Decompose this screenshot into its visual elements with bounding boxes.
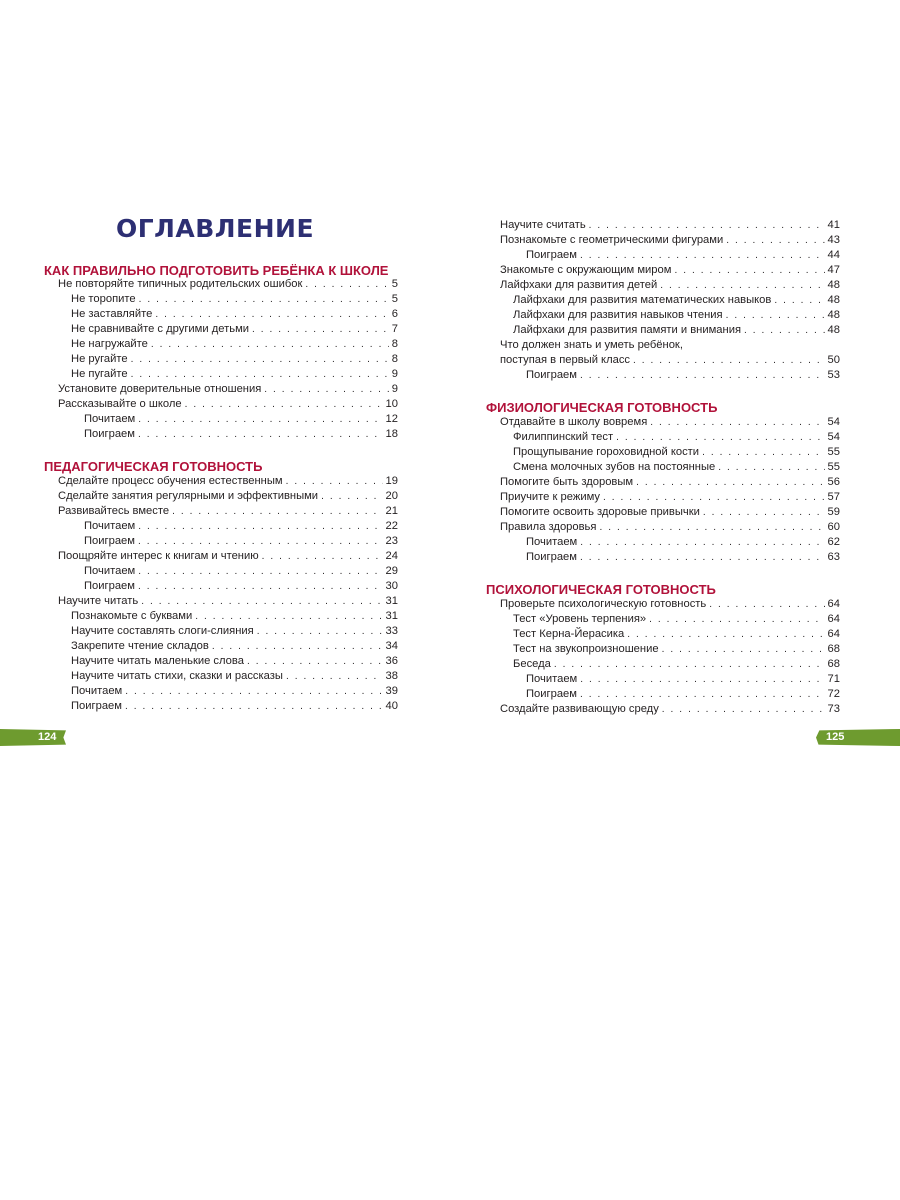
toc-entry[interactable] [513,323,840,338]
toc-entry-page: 9 [391,368,398,380]
toc-entry[interactable] [500,702,840,717]
toc-entry-page: 10 [385,398,398,410]
toc-entry-page: 62 [827,536,840,548]
toc-entry-page: 30 [385,580,398,592]
toc-entry[interactable] [513,445,840,460]
toc-entry[interactable] [500,353,840,368]
toc-entry-page: 68 [827,643,840,655]
toc-leader-dots [125,684,382,699]
page-title: ОГЛАВЛЕНИЕ [115,214,315,243]
toc-entry-label: Поиграем [526,688,577,700]
toc-entry-page: 31 [385,595,398,607]
toc-leader-dots [138,564,382,579]
toc-entry[interactable] [71,624,398,639]
toc-entry-page: 71 [827,673,840,685]
toc-entry-label: Приучите к режиму [500,491,600,503]
section-heading[interactable]: ПСИХОЛОГИЧЕСКАЯ ГОТОВНОСТЬ [486,582,716,597]
toc-entry-page: 55 [827,446,840,458]
toc-entry-page: 50 [827,354,840,366]
toc-leader-dots [139,292,389,307]
toc-entry-label: Научите составлять слоги-слияния [71,625,254,637]
toc-entry[interactable] [500,218,840,233]
toc-entry-page: 64 [827,628,840,640]
toc-entry[interactable] [58,382,398,397]
toc-entry-page: 72 [827,688,840,700]
toc-entry[interactable] [71,669,398,684]
toc-entry-page: 48 [827,294,840,306]
toc-entry-page: 7 [391,323,398,335]
toc-leader-dots [627,627,824,642]
toc-entry[interactable] [513,612,840,627]
toc-entry-label: Не нагружайте [71,338,148,350]
toc-entry-page: 54 [827,431,840,443]
toc-leader-dots [589,218,825,233]
toc-entry[interactable] [58,474,398,489]
toc-entry-label: Познакомьте с геометрическими фигурами [500,234,724,246]
toc-entry-page: 29 [385,565,398,577]
toc-entry-page: 48 [827,309,840,321]
toc-entry-page: 47 [827,264,840,276]
toc-entry[interactable] [71,654,398,669]
toc-entry-page: 43 [827,234,840,246]
toc-entry-label: Почитаем [84,413,136,425]
toc-entry-label: Отдавайте в школу вовремя [500,416,648,428]
toc-leader-dots [650,415,824,430]
toc-entry-page: 5 [391,293,398,305]
toc-entry-page: 44 [827,249,840,261]
toc-entry-label: Почитаем [84,565,136,577]
toc-entry[interactable] [84,427,398,442]
toc-leader-dots [138,412,382,427]
toc-entry-label: Развивайтесь вместе [58,505,170,517]
toc-entry-label: Филиппинский тест [513,431,614,443]
toc-entry-label: Тест «Уровень терпения» [513,613,647,625]
toc-entry-page: 54 [827,416,840,428]
toc-entry[interactable] [526,535,840,550]
toc-leader-dots [580,672,824,687]
toc-leader-dots [726,233,824,248]
toc-leader-dots [195,609,382,624]
toc-entry[interactable] [500,278,840,293]
toc-entry-label: Создайте развивающую среду [500,703,659,715]
toc-entry-page: 6 [391,308,398,320]
toc-entry-label: Познакомьте с буквами [71,610,193,622]
toc-entry[interactable] [71,699,398,714]
toc-entry[interactable] [500,475,840,490]
toc-leader-dots [744,323,825,338]
toc-leader-dots [649,612,824,627]
toc-entry-label: Тест на звукопроизношение [513,643,659,655]
toc-entry[interactable] [84,412,398,427]
toc-entry-page: 31 [385,610,398,622]
toc-entry[interactable] [513,657,840,672]
toc-entry[interactable] [71,352,398,367]
toc-entry[interactable] [58,549,398,564]
toc-entry-label: Почитаем [71,685,123,697]
toc-entry[interactable] [526,368,840,383]
toc-leader-dots [305,277,388,292]
toc-entry-page: 40 [385,700,398,712]
toc-leader-dots [662,702,825,717]
toc-entry-label: Правила здоровья [500,521,597,533]
toc-entry-label: Знакомьте с окружающим миром [500,264,672,276]
toc-leader-dots [247,654,383,669]
toc-entry-page: 38 [385,670,398,682]
toc-leader-dots [141,594,382,609]
toc-entry-label: Поиграем [84,580,135,592]
toc-entry-label: Смена молочных зубов на постоянные [513,461,716,473]
toc-entry-page: 33 [385,625,398,637]
toc-entry[interactable] [71,684,398,699]
toc-entry[interactable] [513,308,840,323]
toc-entry[interactable] [526,672,840,687]
toc-entry-page: 73 [827,703,840,715]
toc-entry-label: Поиграем [84,535,135,547]
toc-entry-label: Рассказывайте о школе [58,398,182,410]
toc-entry-page: 56 [827,476,840,488]
toc-entry[interactable] [71,367,398,382]
section-heading[interactable]: ФИЗИОЛОГИЧЕСКАЯ ГОТОВНОСТЬ [486,400,718,415]
toc-entry-label: Поощряйте интерес к книгам и чтению [58,550,259,562]
toc-leader-dots [125,699,383,714]
toc-entry[interactable] [526,687,840,702]
toc-entry-label: Беседа [513,658,551,670]
toc-entry[interactable] [500,233,840,248]
toc-entry[interactable] [513,293,840,308]
toc-entry-label: Прощупывание гороховидной кости [513,446,700,458]
toc-entry[interactable] [58,397,398,412]
toc-leader-dots [138,427,383,442]
toc-entry-page: 55 [827,461,840,473]
toc-entry-label: Поиграем [526,249,577,261]
toc-leader-dots [709,597,824,612]
toc-entry-page: 12 [385,413,398,425]
toc-leader-dots [703,505,825,520]
toc-leader-dots [185,397,383,412]
toc-leader-dots [660,278,824,293]
toc-entry[interactable] [84,519,398,534]
toc-leader-dots [580,687,825,702]
toc-leader-dots [286,474,383,489]
toc-leader-dots [674,263,824,278]
toc-entry-label: Лайфхаки для развития детей [500,279,658,291]
toc-leader-dots [262,549,383,564]
toc-entry[interactable] [84,579,398,594]
toc-entry-label: Поиграем [526,551,577,563]
toc-leader-dots [252,322,389,337]
toc-leader-dots [138,534,383,549]
toc-entry-label: Закрепите чтение складов [71,640,209,652]
toc-leader-dots [636,475,824,490]
toc-leader-dots [172,504,382,519]
toc-leader-dots [321,489,382,504]
toc-entry-label: Поиграем [526,369,577,381]
toc-entry-page: 9 [391,383,398,395]
toc-entry-label: Не повторяйте типичных родительских ошибок [58,278,303,290]
toc-entry[interactable] [58,277,398,292]
toc-entry-label: Лайфхаки для развития памяти и внимания [513,324,741,336]
toc-leader-dots [580,248,825,263]
toc-entry-label: Научите читать стихи, сказки и рассказы [71,670,283,682]
toc-entry-label: Сделайте процесс обучения естественным [58,475,283,487]
toc-entry-page: 48 [827,279,840,291]
toc-entry-page: 64 [827,613,840,625]
toc-leader-dots [580,550,825,565]
toc-entry-label: Установите доверительные отношения [58,383,262,395]
toc-entry-page: 68 [827,658,840,670]
right-page-number: 125 [826,731,845,743]
toc-entry-label: Лайфхаки для развития математических навыков [513,294,772,306]
toc-leader-dots [633,353,825,368]
section-heading[interactable]: ПЕДАГОГИЧЕСКАЯ ГОТОВНОСТЬ [44,459,263,474]
toc-entry-page: 34 [385,640,398,652]
toc-entry-label: Помогите освоить здоровые привычки [500,506,700,518]
toc-leader-dots [726,308,825,323]
toc-entry[interactable] [71,609,398,624]
toc-entry-page: 8 [391,353,398,365]
toc-entry-label: Не заставляйте [71,308,153,320]
toc-entry-label: поступая в первый класс [500,354,631,366]
toc-entry[interactable] [526,550,840,565]
toc-entry[interactable] [71,639,398,654]
toc-leader-dots [580,535,824,550]
toc-entry-page: 59 [827,506,840,518]
toc-leader-dots [155,307,388,322]
toc-entry[interactable] [71,307,398,322]
toc-entry[interactable] [500,505,840,520]
toc-leader-dots [616,430,824,445]
toc-entry-page: 18 [385,428,398,440]
toc-entry-page: 20 [385,490,398,502]
toc-entry[interactable] [58,594,398,609]
toc-leader-dots [257,624,383,639]
toc-leader-dots [662,642,825,657]
toc-entry[interactable] [71,322,398,337]
toc-entry[interactable] [513,430,840,445]
toc-leader-dots [212,639,383,654]
toc-entry-label: Не ругайте [71,353,128,365]
toc-entry-page: 63 [827,551,840,563]
toc-leader-dots [151,337,389,352]
toc-entry[interactable] [500,597,840,612]
toc-entry-label-line1[interactable]: Что должен знать и уметь ребёнок, [500,339,683,351]
toc-entry-page: 23 [385,535,398,547]
toc-leader-dots [554,657,825,672]
toc-entry-label: Почитаем [84,520,136,532]
toc-leader-dots [286,669,383,684]
toc-entry-page: 5 [391,278,398,290]
toc-entry-label: Не сравнивайте с другими детьми [71,323,250,335]
toc-entry[interactable] [500,490,840,505]
toc-entry[interactable] [84,534,398,549]
toc-entry-label: Проверьте психологическую готовность [500,598,707,610]
toc-entry[interactable] [58,489,398,504]
toc-entry[interactable] [513,460,840,475]
toc-leader-dots [599,520,824,535]
toc-entry[interactable] [513,642,840,657]
toc-entry-label: Сделайте занятия регулярными и эффективными [58,490,319,502]
toc-entry[interactable] [84,564,398,579]
toc-entry-page: 8 [391,338,398,350]
toc-entry-page: 39 [385,685,398,697]
toc-entry[interactable] [526,248,840,263]
toc-entry-page: 60 [827,521,840,533]
toc-leader-dots [131,352,389,367]
toc-leader-dots [138,519,382,534]
toc-leader-dots [131,367,389,382]
toc-leader-dots [718,460,824,475]
toc-entry-label: Поиграем [71,700,122,712]
toc-leader-dots [603,490,825,505]
toc-entry[interactable] [58,504,398,519]
toc-entry[interactable] [500,415,840,430]
toc-entry-label: Научите считать [500,219,586,231]
toc-entry-page: 24 [385,550,398,562]
toc-entry-label: Не торопите [71,293,136,305]
toc-entry-page: 22 [385,520,398,532]
toc-entry-page: 64 [827,598,840,610]
toc-leader-dots [774,293,824,308]
toc-entry-label: Тест Керна-Йерасика [513,628,625,640]
toc-entry[interactable] [500,263,840,278]
toc-entry-page: 41 [827,219,840,231]
toc-entry-page: 19 [385,475,398,487]
toc-entry-page: 53 [827,369,840,381]
toc-entry-label: Не пугайте [71,368,128,380]
toc-entry-label: Помогите быть здоровым [500,476,634,488]
toc-entry-page: 48 [827,324,840,336]
toc-entry-label: Научите читать маленькие слова [71,655,244,667]
section-heading[interactable]: КАК ПРАВИЛЬНО ПОДГОТОВИТЬ РЕБЁНКА К ШКОЛЕ [44,263,389,278]
toc-leader-dots [264,382,388,397]
toc-entry[interactable] [500,520,840,535]
toc-entry-label: Поиграем [84,428,135,440]
toc-leader-dots [580,368,825,383]
toc-entry-label: Почитаем [526,673,578,685]
toc-entry-page: 21 [385,505,398,517]
toc-entry[interactable] [513,627,840,642]
toc-leader-dots [702,445,824,460]
toc-entry-page: 57 [827,491,840,503]
toc-entry-label: Лайфхаки для развития навыков чтения [513,309,723,321]
toc-entry[interactable] [71,337,398,352]
toc-entry-page: 36 [385,655,398,667]
toc-entry-label: Почитаем [526,536,578,548]
left-page-number: 124 [38,731,57,743]
toc-entry[interactable] [71,292,398,307]
toc-leader-dots [138,579,383,594]
toc-entry-label: Научите читать [58,595,139,607]
